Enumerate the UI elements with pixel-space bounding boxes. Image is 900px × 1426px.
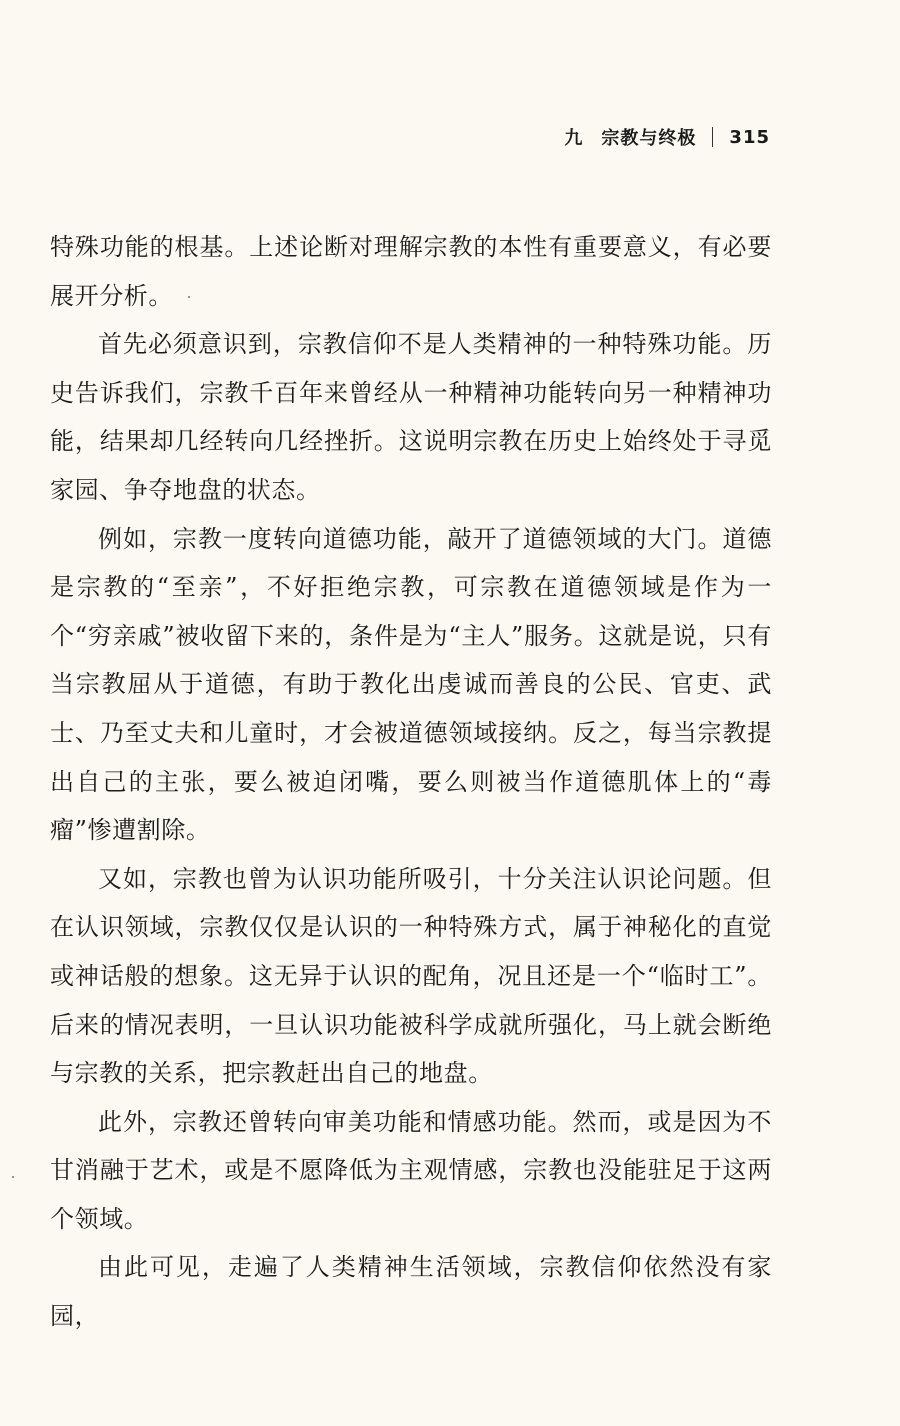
header-divider [712, 127, 713, 147]
paragraph: 例如，宗教一度转向道德功能，敲开了道德领域的大门。道德是宗教的“至亲”，不好拒绝宗教，可宗教在道德领域是作为一个“穷亲戚”被收留下来的，条件是为“主人”服务。这就是说，只有当宗教屈从于道德，有助于教化出虔诚而善良的公民、官吏、武士、乃至丈夫和儿童时，才会被道德领域接纳。反之，每当宗教提出自己的主张，要么被迫闭嘴，要么则被当作道德肌体上的“毒瘤”惨遭割除。 [50, 524, 772, 845]
paragraph: 首先必须意识到，宗教信仰不是人类精神的一种特殊功能。历史告诉我们，宗教千百年来曾经从一种精神功能转向另一种精神功能，结果却几经转向几经挫折。这说明宗教在历史上始终处于寻觅家园、争夺地盘的状态。 [50, 330, 772, 504]
paragraph: 由此可见，走遍了人类精神生活领域，宗教信仰依然没有家园， [50, 1253, 772, 1331]
chapter-title: 宗教与终极 [601, 128, 697, 149]
paper-speck [12, 1176, 14, 1178]
page-number: 315 [729, 126, 770, 148]
paragraph-continued: 特殊功能的根基。上述论断对理解宗教的本性有重要意义，有必要展开分析。 [50, 233, 772, 310]
paragraph: 此外，宗教还曾转向审美功能和情感功能。然而，或是因为不甘消融于艺术，或是不愿降低为主观情感，宗教也没能驻足于这两个领域。 [50, 1107, 772, 1233]
body-text [50, 223, 772, 1341]
paper-speck [188, 296, 190, 298]
chapter-number: 九 [564, 128, 584, 149]
paragraph: 又如，宗教也曾为认识功能所吸引，十分关注认识论问题。但在认识领域，宗教仅仅是认识的一种特殊方式，属于神秘化的直觉或神话般的想象。这无异于认识的配角，况且还是一个“临时工”。后来的情况表明，一旦认识功能被科学成就所强化，马上就会断绝与宗教的关系，把宗教赶出自己的地盘。 [50, 864, 772, 1088]
running-header [564, 124, 770, 150]
